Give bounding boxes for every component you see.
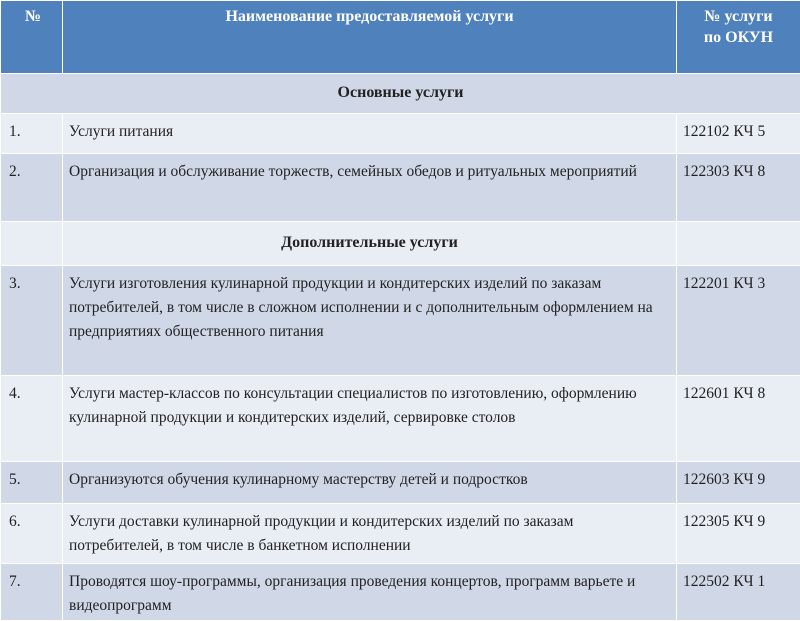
header-number: № bbox=[1, 1, 63, 74]
row-service-name: Организация и обслуживание торжеств, семейных обедов и ритуальных мероприятий bbox=[63, 154, 677, 222]
section-title-main: Основные услуги bbox=[1, 74, 800, 114]
table-row bbox=[1, 114, 800, 154]
row-okun-code: 122603 КЧ 9 bbox=[677, 462, 800, 504]
table-row bbox=[1, 504, 800, 564]
row-number: 5. bbox=[1, 462, 63, 504]
table-row bbox=[1, 376, 800, 462]
row-okun-code: 122305 КЧ 9 bbox=[677, 504, 800, 564]
row-service-name: Услуги изготовления кулинарной продукции и кондитерских изделий по заказам потребителей, в том числе в сложном исполнении и с дополнительным оформлением на предприятиях общественного питания bbox=[63, 266, 677, 376]
row-service-name: Проводятся шоу-программы, организация проведения концертов, программ варьете и видеопрограмм bbox=[63, 564, 677, 621]
row-service-name: Услуги мастер-классов по консультации специалистов по изготовлению, оформлению кулинарной продукции и кондитерских изделий, сервировке столов bbox=[63, 376, 677, 462]
row-number: 1. bbox=[1, 114, 63, 154]
row-okun-code: 122201 КЧ 3 bbox=[677, 266, 800, 376]
header-okun-line1: № услуги bbox=[704, 8, 772, 25]
row-number: 4. bbox=[1, 376, 63, 462]
header-okun-line2: по ОКУН bbox=[704, 29, 773, 46]
row-service-name: Организуются обучения кулинарному мастерству детей и подростков bbox=[63, 462, 677, 504]
header-row bbox=[1, 1, 800, 74]
table-row bbox=[1, 266, 800, 376]
section-title-additional: Дополнительные услуги bbox=[63, 222, 677, 266]
row-number: 7. bbox=[1, 564, 63, 621]
row-service-name: Услуги питания bbox=[63, 114, 677, 154]
table-row bbox=[1, 154, 800, 222]
row-number: 6. bbox=[1, 504, 63, 564]
section-row-additional bbox=[1, 222, 800, 266]
table-row bbox=[1, 564, 800, 621]
header-service-name: Наименование предоставляемой услуги bbox=[63, 1, 677, 74]
row-number: 2. bbox=[1, 154, 63, 222]
row-okun-code: 122303 КЧ 8 bbox=[677, 154, 800, 222]
header-okun-code bbox=[677, 1, 800, 74]
row-okun-code: 122502 КЧ 1 bbox=[677, 564, 800, 621]
table-row bbox=[1, 462, 800, 504]
row-okun-code: 122601 КЧ 8 bbox=[677, 376, 800, 462]
row-okun-code: 122102 КЧ 5 bbox=[677, 114, 800, 154]
row-service-name: Услуги доставки кулинарной продукции и кондитерских изделий по заказам потребителей, в том числе в банкетном исполнении bbox=[63, 504, 677, 564]
row-number: 3. bbox=[1, 266, 63, 376]
section-row-main bbox=[1, 74, 800, 114]
